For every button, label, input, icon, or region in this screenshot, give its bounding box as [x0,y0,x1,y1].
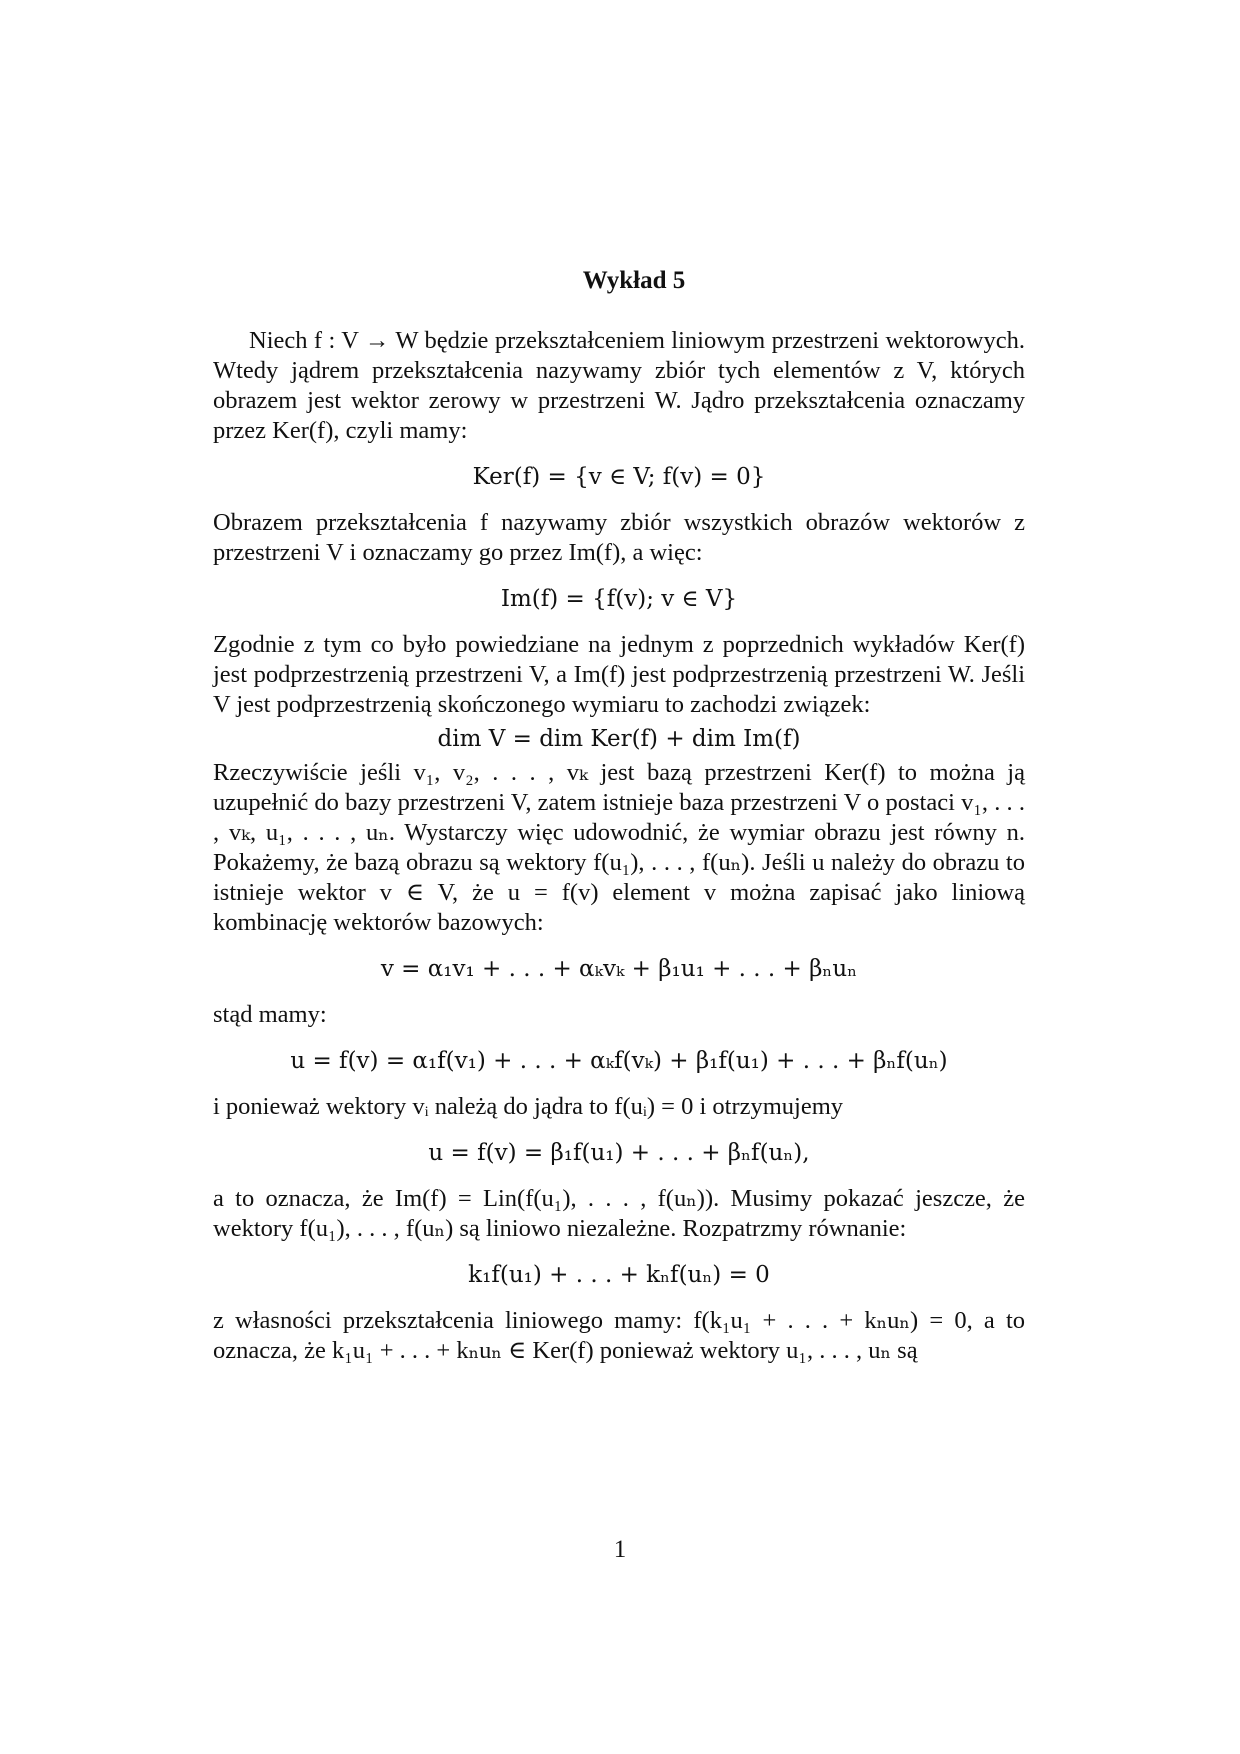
paragraph-hence: stąd mamy: [213,1001,327,1028]
paragraph-lin-span: a to oznacza, że Im(f) = Lin(f(u₁), . . . , f(uₙ)). Musimy pokazać jeszcze, że wektory f(u₁), . . . , f(uₙ) są liniowo niezależne. Rozpatrzmy równanie: [213,1185,1025,1242]
paragraph-linearity: z własności przekształcenia liniowego mamy: f(k₁u₁ + . . . + kₙuₙ) = 0, a to oznacza, że k₁u₁ + . . . + kₙuₙ ∈ Ker(f) ponieważ wektory u₁, . . . , uₙ są [213,1307,1025,1364]
paragraph-proof: Rzeczywiście jeśli v₁, v₂, . . . , vₖ jest bazą przestrzeni Ker(f) to można ją uzupełnić do bazy przestrzeni V, zatem istnieje baza przestrzeni V o postaci v₁, . . . , vₖ, u₁, . . . , uₙ. Wystarczy więc udowodnić, że wymiar obrazu jest równy n. Pokażemy, że bazą obrazu są wektory f(u₁), . . . , f(uₙ). Jeśli u należy do obrazu to istnieje wektor v ∈ V, że u = f(v) element v można zapisać jako liniową kombinację wektorów bazowych: [213,759,1025,936]
equation-image: Im(f) = {f(v); v ∈ V} [500,586,738,612]
paragraph-dimension-intro: Zgodnie z tym co było powiedziane na jednym z poprzednich wykładów Ker(f) jest podprzestrzenią przestrzeni V, a Im(f) jest podprzestrzenią przestrzeni W. Jeśli V jest podprzestrzenią skończonego wymiaru to zachodzi związek: [213,631,1025,718]
lecture-title: Wykład 5 [582,267,686,294]
equation-linear-combination-zero: k₁f(u₁) + . . . + kₙf(uₙ) = 0 [468,1262,770,1288]
page-number: 1 [613,1536,627,1563]
paragraph-kernel-definition: Niech f : V → W będzie przekształceniem liniowym przestrzeni wektorowych. Wtedy jądrem przekształcenia nazywamy zbiór tych elementów z V, których obrazem jest wektor zerowy w przestrzeni W. Jądro przekształcenia oznaczamy przez Ker(f), czyli mamy: [213,327,1025,444]
equation-kernel: Ker(f) = {v ∈ V; f(v) = 0} [472,464,766,490]
paragraph-image-definition: Obrazem przekształcenia f nazywamy zbiór wszystkich obrazów wektorów z przestrzeni V i oznaczamy go przez Im(f), a więc: [213,509,1025,566]
equation-v-combination: v = α₁v₁ + . . . + αₖvₖ + β₁u₁ + . . . + βₙuₙ [380,956,858,982]
equation-dimension: dim V = dim Ker(f) + dim Im(f) [437,726,801,752]
lecture-content [213,266,1025,1366]
equation-u-reduced: u = f(v) = β₁f(u₁) + . . . + βₙf(uₙ), [428,1140,810,1166]
paragraph-kernel-vectors: i ponieważ wektory vᵢ należą do jądra to f(uᵢ) = 0 i otrzymujemy [213,1093,844,1120]
equation-u-full: u = f(v) = α₁f(v₁) + . . . + αₖf(vₖ) + β₁f(u₁) + . . . + βₙf(uₙ) [290,1048,948,1074]
